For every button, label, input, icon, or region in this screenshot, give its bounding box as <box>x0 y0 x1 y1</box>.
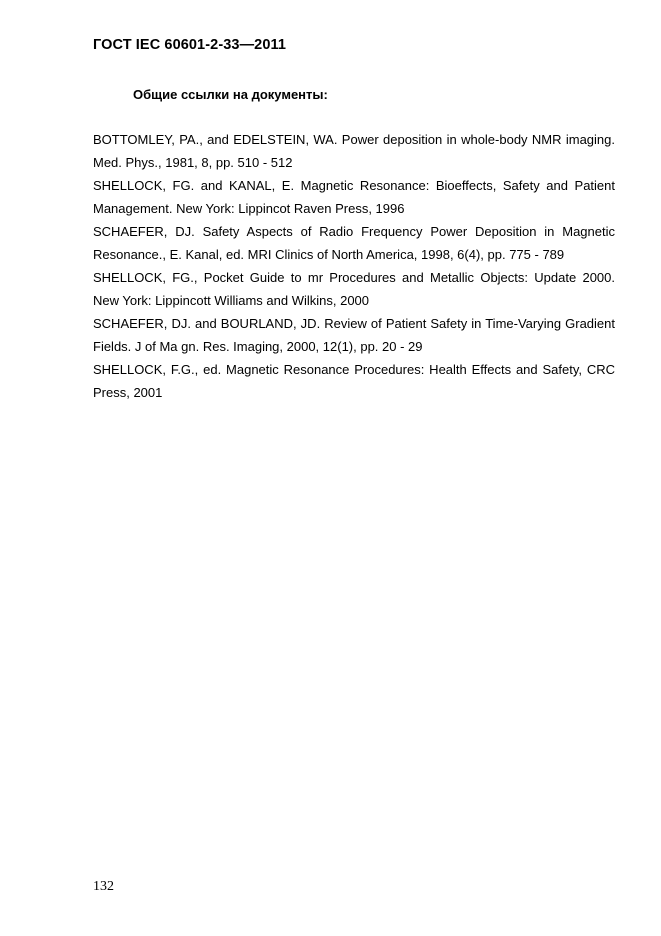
document-header: ГОСТ IEC 60601-2-33—2011 <box>93 37 287 53</box>
reference-item: SCHAEFER, DJ. Safety Aspects of Radio Frequency Power Deposition in Magnetic Resonance., E. Kanal, ed. MRI Clinics of North America, 1998, 6(4), pp. 775 - 789 <box>93 224 615 262</box>
reference-item: SCHAEFER, DJ. and BOURLAND, JD. Review of Patient Safety in Time-Varying Gradient Fields. J of Ma gn. Res. Imaging, 2000, 12(1), pp. 20 - 29 <box>93 316 615 354</box>
section-title: Общие ссылки на документы: <box>133 87 328 102</box>
reference-item: SHELLOCK, FG., Pocket Guide to mr Procedures and Metallic Objects: Update 2000. New York: Lippincott Williams and Wilkins, 2000 <box>93 270 615 308</box>
reference-item: SHELLOCK, F.G., ed. Magnetic Resonance Procedures: Health Effects and Safety, CRC Press, 2001 <box>93 362 615 400</box>
page-number: 132 <box>93 879 114 894</box>
reference-list <box>93 128 615 404</box>
reference-item: BOTTOMLEY, PA., and EDELSTEIN, WA. Power deposition in whole-body NMR imaging. Med. Phys., 1981, 8, pp. 510 - 512 <box>93 132 615 170</box>
reference-item: SHELLOCK, FG. and KANAL, E. Magnetic Resonance: Bioeffects, Safety and Patient Management. New York: Lippincot Raven Press, 1996 <box>93 178 615 216</box>
